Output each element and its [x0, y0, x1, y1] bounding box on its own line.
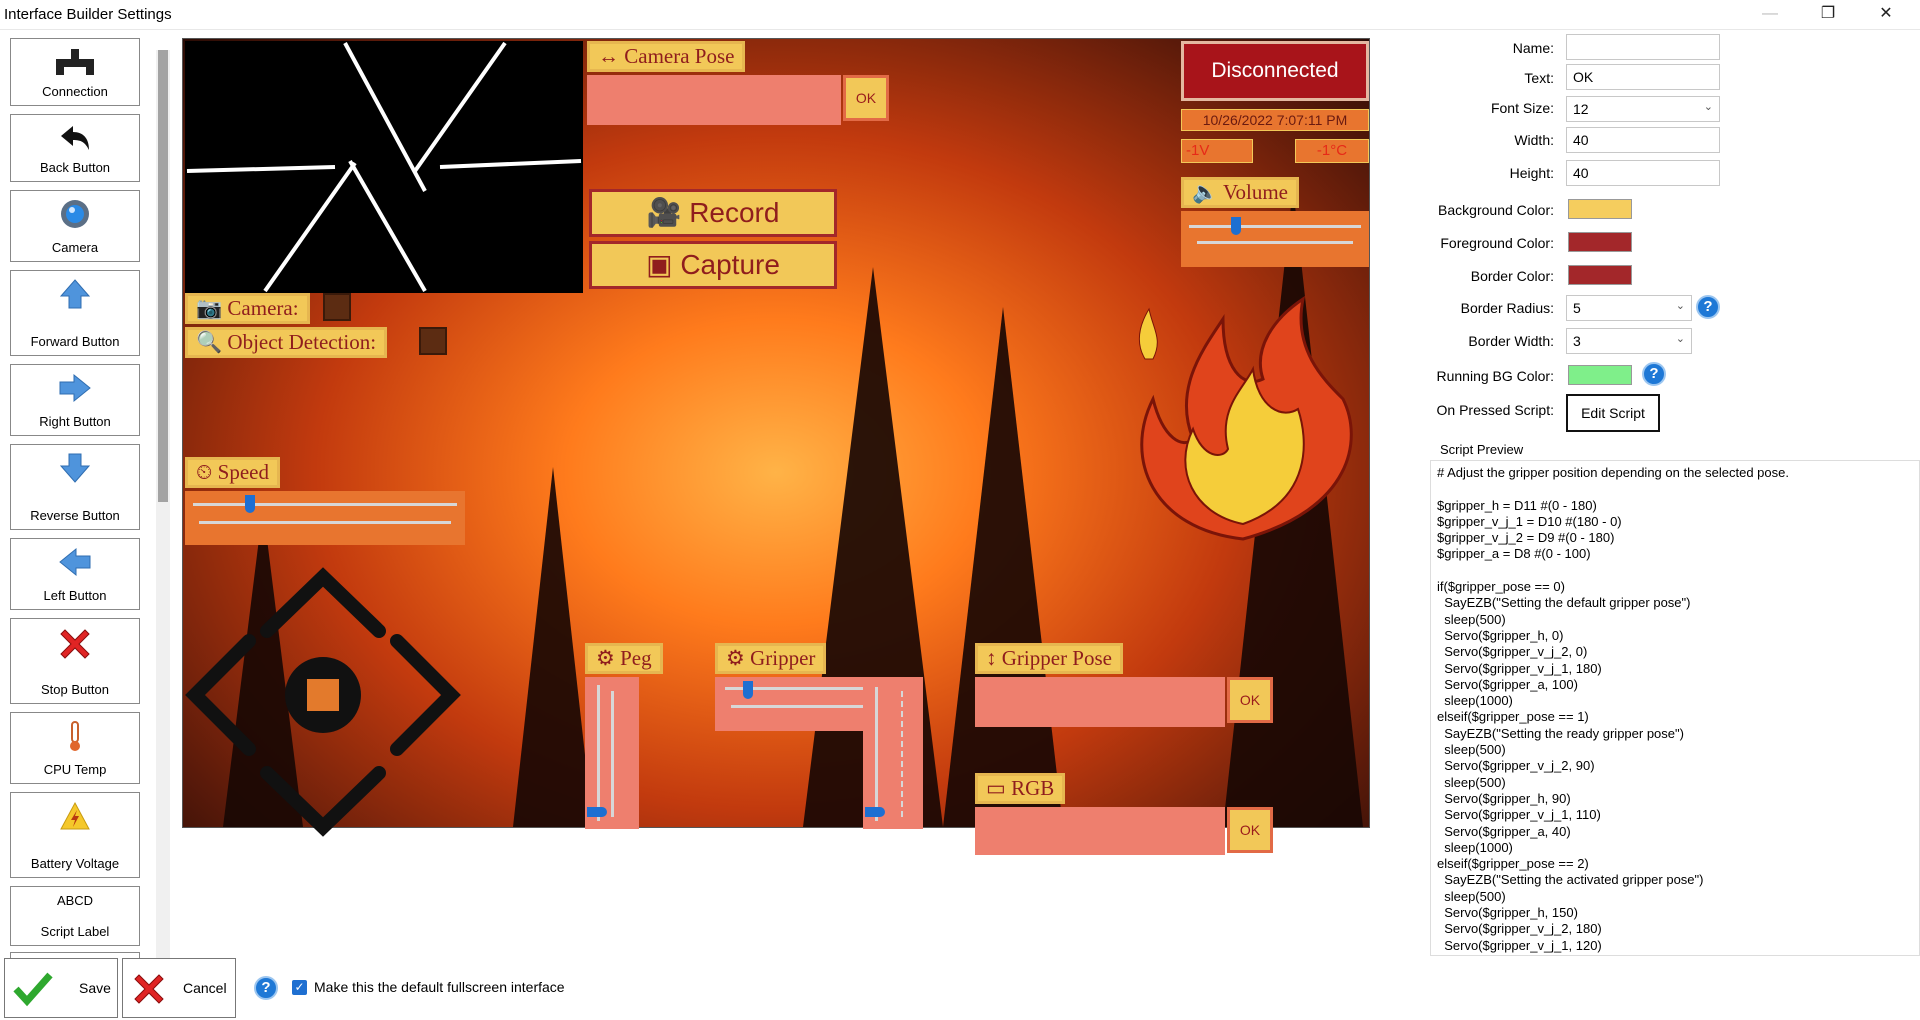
rgb-input[interactable]	[975, 807, 1225, 855]
datetime-display: 10/26/2022 7:07:11 PM	[1181, 109, 1369, 131]
record-button[interactable]	[589, 189, 837, 237]
on-pressed-script-label: On Pressed Script:	[1436, 402, 1554, 418]
tool-forward-button[interactable]	[10, 270, 140, 356]
background-tree	[943, 307, 1063, 827]
border-radius-value: 5	[1573, 300, 1581, 316]
camera-toggle-label	[185, 293, 310, 324]
camera-checkbox[interactable]	[323, 293, 351, 321]
object-detection-checkbox[interactable]	[419, 327, 447, 355]
speaker-icon: 🔈	[1192, 180, 1219, 204]
background-tree	[513, 467, 593, 827]
default-fullscreen-label: Make this the default fullscreen interface	[314, 979, 565, 995]
record-label: Record	[689, 197, 780, 228]
window-title: Interface Builder Settings	[4, 6, 172, 23]
tool-camera[interactable]	[10, 190, 140, 262]
width-input[interactable]: 40	[1566, 127, 1720, 153]
down-arrow-icon	[11, 451, 139, 485]
volume-slider-thumb[interactable]	[1231, 217, 1241, 235]
running-bg-color-swatch[interactable]	[1568, 365, 1632, 385]
slider-track-secondary	[199, 521, 451, 524]
interface-canvas[interactable]	[182, 38, 1370, 838]
tool-connection[interactable]	[10, 38, 140, 106]
tool-label: Stop Button	[41, 682, 109, 697]
dpad-left-chevron	[195, 641, 249, 749]
edit-script-button[interactable]: Edit Script	[1566, 394, 1660, 432]
slider-track	[875, 687, 878, 821]
film-camera-icon: 🎥	[646, 197, 682, 228]
rgb-text: RGB	[1011, 776, 1055, 800]
camera-pose-ok-button[interactable]: OK	[843, 75, 889, 121]
gear-icon: ⚙	[596, 646, 615, 670]
object-detection-label	[185, 327, 387, 358]
gripper-pose-input[interactable]	[975, 677, 1225, 727]
toolbox-scrollbar[interactable]	[156, 50, 170, 960]
running-bg-color-label: Running BG Color:	[1436, 368, 1554, 384]
tool-label: Connection	[42, 84, 108, 99]
restore-button[interactable]: ❐	[1820, 5, 1836, 22]
up-arrow-icon	[11, 277, 139, 311]
tool-label: CPU Temp	[43, 762, 107, 777]
directional-pad[interactable]	[185, 559, 461, 829]
slider-track	[597, 685, 600, 821]
capture-label: Capture	[680, 249, 780, 280]
tool-label: Battery Voltage	[30, 856, 120, 871]
background-color-swatch[interactable]	[1568, 199, 1632, 219]
camera-lens-icon	[11, 197, 139, 231]
script-preview-label: Script Preview	[1440, 442, 1524, 457]
dpad-up-chevron	[267, 577, 379, 631]
tool-label: Forward Button	[30, 334, 120, 349]
font-size-dropdown[interactable]	[1566, 96, 1720, 122]
rgb-label	[975, 773, 1065, 804]
cancel-button[interactable]	[122, 958, 236, 1018]
left-arrow-icon	[11, 545, 139, 579]
cpu-temp-display: -1°C	[1295, 139, 1369, 163]
search-icon: 🔍	[196, 330, 223, 354]
aperture-icon	[185, 41, 583, 293]
peg-slider-thumb[interactable]	[587, 807, 607, 817]
help-icon[interactable]: ?	[254, 976, 278, 1000]
width-label: Width:	[1514, 132, 1554, 148]
peg-slider[interactable]	[585, 677, 639, 829]
tool-label: Left Button	[43, 588, 107, 603]
chevron-down-icon: ⌄	[1703, 101, 1713, 113]
tool-label: Back Button	[39, 160, 111, 175]
font-size-value: 12	[1573, 101, 1589, 117]
picture-icon: ▣	[646, 249, 673, 280]
speed-label	[185, 457, 280, 488]
slider-track-secondary	[611, 691, 614, 817]
foreground-color-label: Foreground Color:	[1440, 235, 1554, 251]
camera-pose-input[interactable]	[587, 75, 841, 125]
dpad-stop-square	[307, 679, 339, 711]
volume-label	[1181, 177, 1299, 208]
slider-track	[1189, 225, 1361, 228]
border-radius-label: Border Radius:	[1460, 300, 1554, 316]
chevron-down-icon: ⌄	[1675, 333, 1685, 345]
tool-label: Reverse Button	[30, 508, 120, 523]
tool-right-button[interactable]	[10, 364, 140, 436]
dpad-right-chevron	[397, 641, 451, 749]
font-size-label: Font Size:	[1490, 100, 1554, 116]
tool-script-label[interactable]	[10, 886, 140, 946]
tool-label: Right Button	[39, 414, 111, 429]
title-bar	[0, 0, 1920, 30]
tool-stop-button[interactable]	[10, 618, 140, 704]
gripper-label	[715, 643, 826, 674]
battery-voltage-display: -1V	[1181, 139, 1253, 163]
gripper-pose-label: ↕ Gripper Pose	[975, 643, 1123, 674]
gripper-vertical-slider[interactable]	[863, 677, 923, 829]
gripper-slider-thumb[interactable]	[743, 681, 753, 699]
close-button[interactable]: ✕	[1879, 5, 1893, 22]
volume-slider[interactable]	[1181, 211, 1369, 267]
foreground-color-swatch[interactable]	[1568, 232, 1632, 252]
gripper-text: Gripper	[750, 646, 816, 670]
camera-text: Camera:	[227, 296, 299, 320]
border-radius-help-icon[interactable]: ?	[1696, 295, 1720, 319]
tool-left-button[interactable]	[10, 538, 140, 610]
tool-battery-voltage[interactable]	[10, 792, 140, 878]
scrollbar-thumb[interactable]	[158, 50, 168, 502]
background-color-label: Background Color:	[1438, 202, 1554, 218]
save-label: Save	[79, 980, 111, 996]
text-label: Text:	[1524, 70, 1554, 86]
led-icon: ▭	[986, 776, 1006, 800]
peg-label	[585, 643, 663, 674]
speedometer-icon: ⏲	[196, 460, 213, 484]
running-bg-help-icon[interactable]: ?	[1642, 362, 1666, 386]
connection-status-button[interactable]: Disconnected	[1181, 41, 1369, 101]
tool-label-top: ABCD	[56, 893, 94, 908]
checkmark-icon	[13, 971, 53, 1008]
slider-track	[193, 503, 457, 506]
warning-bolt-icon	[11, 799, 139, 833]
speed-slider[interactable]	[185, 491, 465, 545]
minimize-button[interactable]: —	[1762, 5, 1778, 22]
toolbox-panel	[8, 38, 142, 958]
object-detection-text: Object Detection:	[227, 330, 377, 354]
border-color-swatch[interactable]	[1568, 265, 1632, 285]
speed-text: Speed	[217, 460, 269, 484]
slider-track-secondary	[1197, 241, 1353, 244]
gripper-pose-ok-button[interactable]: OK	[1227, 677, 1273, 723]
tool-label: Camera	[51, 240, 99, 255]
camera-icon: 📷	[196, 296, 223, 320]
name-input[interactable]	[1566, 34, 1720, 60]
camera-feed	[185, 41, 583, 293]
text-input[interactable]: OK	[1566, 64, 1720, 90]
border-color-label: Border Color:	[1470, 268, 1554, 284]
border-width-label: Border Width:	[1468, 333, 1554, 349]
red-x-icon	[11, 627, 139, 661]
gear-icon: ⚙	[726, 646, 745, 670]
red-x-icon	[131, 971, 167, 1010]
slider-track-secondary	[901, 691, 904, 817]
height-input[interactable]: 40	[1566, 160, 1720, 186]
tool-label: Script Label	[40, 924, 110, 939]
chevron-down-icon: ⌄	[1675, 300, 1685, 312]
connection-icon	[11, 45, 139, 79]
back-arrow-icon	[11, 121, 139, 155]
right-arrow-icon	[11, 371, 139, 405]
border-width-dropdown[interactable]	[1566, 328, 1692, 354]
script-preview: # Adjust the gripper position depending on the selected pose. $gripper_h = D11 #(0 - 180) $gripper_v_j_1 = D10 #(180 - 0) $gripper_v_j_2 = D9 #(0 - 180) $gripper_a = D8 #(0 - 100) if($gripper_pose == 0) SayEZB("Setting the default gripper pose") sleep(500) Servo($gripper_h, 0) Servo($gripper_v_j_2, 0) Servo($gripper_v_j_1, 180) Servo($gripper_a, 100) sleep(1000) elseif($gripper_pose == 1) SayEZB("Setting the ready gripper pose") sleep(500) Servo($gripper_v_j_2, 90) sleep(500) Servo($gripper_h, 90) Servo($gripper_v_j_1, 110) Servo($gripper_a, 40) sleep(1000) elseif($gripper_pose == 2) SayEZB("Setting the activated gripper pose") sleep(500) Servo($gripper_h, 150) Servo($gripper_v_j_2, 180) Servo($gripper_v_j_1, 120)	[1430, 460, 1920, 956]
save-button[interactable]	[4, 958, 118, 1018]
tool-back-button[interactable]	[10, 114, 140, 182]
capture-button[interactable]	[589, 241, 837, 289]
border-radius-dropdown[interactable]	[1566, 295, 1692, 321]
border-width-value: 3	[1573, 333, 1581, 349]
tool-reverse-button[interactable]	[10, 444, 140, 530]
cancel-label: Cancel	[183, 980, 227, 996]
name-label: Name:	[1512, 40, 1554, 56]
thermometer-icon	[11, 719, 139, 753]
tool-cpu-temp[interactable]	[10, 712, 140, 784]
camera-pose-label: ↔ Camera Pose	[587, 41, 745, 72]
dpad-down-chevron	[267, 773, 379, 827]
gripper-vertical-thumb[interactable]	[865, 807, 885, 817]
peg-text: Peg	[620, 646, 652, 670]
volume-text: Volume	[1223, 180, 1288, 204]
height-label: Height:	[1509, 165, 1554, 181]
speed-slider-thumb[interactable]	[245, 495, 255, 513]
flame-graphic	[1113, 289, 1373, 549]
default-fullscreen-checkbox[interactable]: ✓	[292, 980, 307, 995]
rgb-ok-button[interactable]: OK	[1227, 807, 1273, 853]
